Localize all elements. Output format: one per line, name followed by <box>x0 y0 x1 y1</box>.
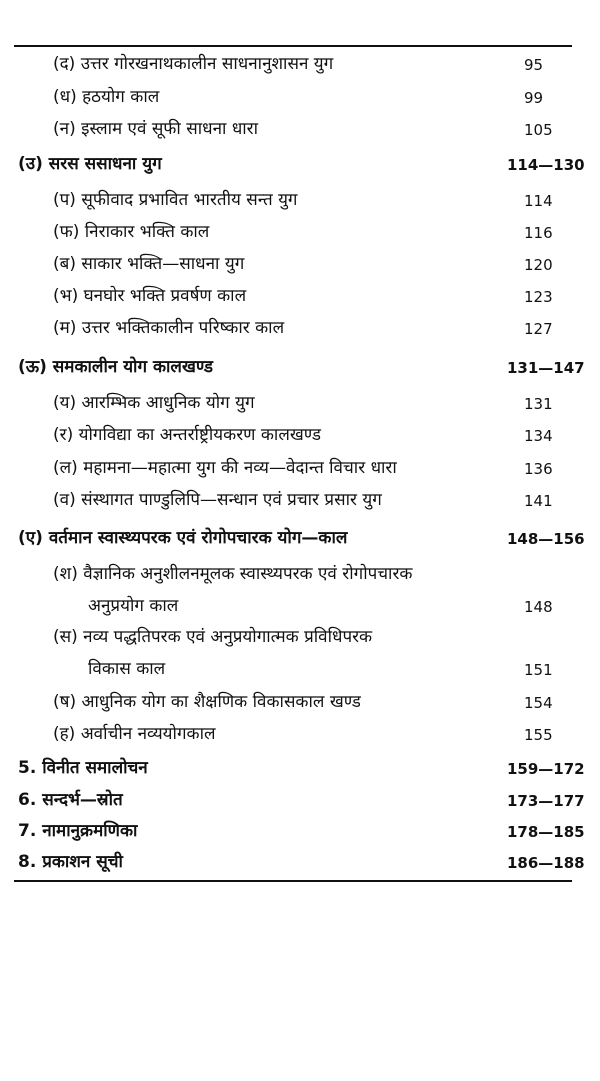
toc-entry <box>0 115 600 143</box>
top-rule <box>14 45 572 47</box>
section-page-range: 131—147 <box>507 359 585 377</box>
chapter-page-range: 173—177 <box>507 792 585 810</box>
chapter-page-range: 178—185 <box>507 823 585 841</box>
toc-entry <box>0 83 600 111</box>
entry-page: 136 <box>524 460 553 478</box>
toc-chapter <box>0 848 600 876</box>
toc-entry <box>0 421 600 449</box>
toc-entry <box>0 282 600 310</box>
entry-title: (फ) निराकार भक्ति काल <box>53 222 210 242</box>
entry-title: अनुप्रयोग काल <box>88 596 179 616</box>
toc-entry-continuation <box>0 592 600 620</box>
entry-title: (य) आरम्भिक आधुनिक योग युग <box>53 393 255 413</box>
entry-page: 95 <box>524 56 544 74</box>
toc-entry <box>0 186 600 214</box>
section-title: (उ) सरस ससाधना युग <box>18 154 162 174</box>
toc-chapter <box>0 817 600 845</box>
toc-entry <box>0 720 600 748</box>
entry-page: 154 <box>524 694 553 712</box>
entry-page: 99 <box>524 89 544 107</box>
section-title: (ए) वर्तमान स्वास्थ्यपरक एवं रोगोपचारक योग—काल <box>18 528 348 548</box>
entry-title: (ब) साकार भक्ति—साधना युग <box>53 254 245 274</box>
entry-page: 131 <box>524 395 553 413</box>
toc-entry <box>0 314 600 342</box>
chapter-page-range: 186—188 <box>507 854 585 872</box>
toc-chapter <box>0 786 600 814</box>
toc-entry <box>0 389 600 417</box>
entry-title: (न) इस्लाम एवं सूफी साधना धारा <box>53 119 259 139</box>
toc-entry <box>0 560 600 588</box>
chapter-title: 5. विनीत समालोचन <box>18 758 148 778</box>
entry-page: 105 <box>524 121 553 139</box>
entry-title: (श) वैज्ञानिक अनुशीलनमूलक स्वास्थ्यपरक एवं रोगोपचारक <box>53 564 413 584</box>
toc-entry <box>0 688 600 716</box>
entry-title: (व) संस्थागत पाण्डुलिपि—सन्धान एवं प्रचार प्रसार युग <box>53 490 382 510</box>
entry-page: 141 <box>524 492 553 510</box>
toc-entry <box>0 218 600 246</box>
entry-page: 123 <box>524 288 553 306</box>
entry-title: (ध) हठयोग काल <box>53 87 160 107</box>
entry-title: (ह) अर्वाचीन नव्ययोगकाल <box>53 724 216 744</box>
toc-entry <box>0 486 600 514</box>
entry-title: (प) सूफीवाद प्रभावित भारतीय सन्त युग <box>53 190 298 210</box>
entry-page: 114 <box>524 192 553 210</box>
toc-section-heading <box>0 150 600 178</box>
toc-section-heading <box>0 524 600 552</box>
section-page-range: 114—130 <box>507 156 585 174</box>
entry-title: विकास काल <box>88 659 166 679</box>
entry-title: (म) उत्तर भक्तिकालीन परिष्कार काल <box>53 318 285 338</box>
chapter-title: 6. सन्दर्भ—स्रोत <box>18 790 123 810</box>
chapter-title: 7. नामानुक्रमणिका <box>18 821 138 841</box>
entry-page: 116 <box>524 224 553 242</box>
toc-entry <box>0 250 600 278</box>
entry-page: 155 <box>524 726 553 744</box>
toc-section-heading <box>0 353 600 381</box>
entry-title: (र) योगविद्या का अन्तर्राष्ट्रीयकरण कालखण्ड <box>53 425 321 445</box>
entry-page: 151 <box>524 661 553 679</box>
chapter-title: 8. प्रकाशन सूची <box>18 852 123 872</box>
bottom-rule <box>14 880 572 882</box>
toc-entry <box>0 623 600 651</box>
toc-entry <box>0 454 600 482</box>
entry-title: (द) उत्तर गोरखनाथकालीन साधनानुशासन युग <box>53 54 334 74</box>
toc-chapter <box>0 754 600 782</box>
entry-page: 134 <box>524 427 553 445</box>
toc-entry <box>0 50 600 78</box>
entry-page: 120 <box>524 256 553 274</box>
entry-page: 127 <box>524 320 553 338</box>
section-title: (ऊ) समकालीन योग कालखण्ड <box>18 357 214 377</box>
entry-title: (ष) आधुनिक योग का शैक्षणिक विकासकाल खण्ड <box>53 692 361 712</box>
chapter-page-range: 159—172 <box>507 760 585 778</box>
entry-page: 148 <box>524 598 553 616</box>
entry-title: (भ) घनघोर भक्ति प्रवर्षण काल <box>53 286 247 306</box>
toc-entry-continuation <box>0 655 600 683</box>
section-page-range: 148—156 <box>507 530 585 548</box>
entry-title: (ल) महामना—महात्मा युग की नव्य—वेदान्त विचार धारा <box>53 458 397 478</box>
entry-title: (स) नव्य पद्धतिपरक एवं अनुप्रयोगात्मक प्रविधिपरक <box>53 627 373 647</box>
